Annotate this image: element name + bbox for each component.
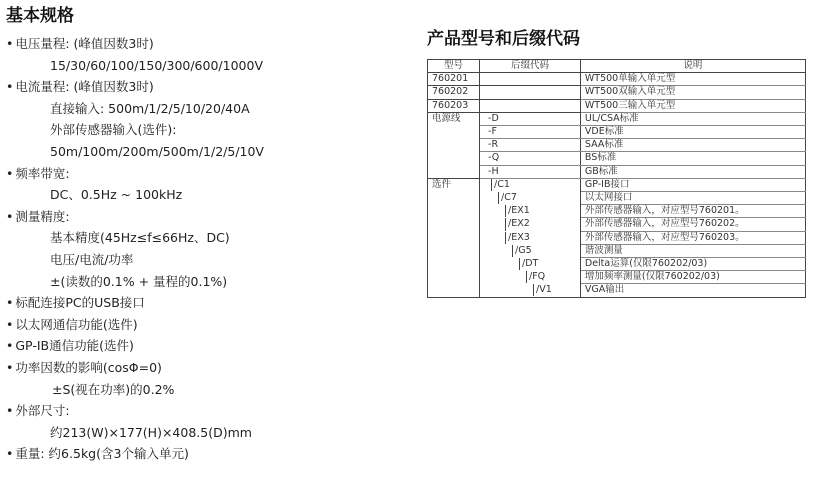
cell-model [428, 139, 480, 152]
cell-description: 增加频率测量(仅限760202/03) [580, 271, 805, 284]
header-suffix: 后缀代码 [480, 60, 581, 73]
spec-item [6, 357, 406, 379]
cell-suffix [480, 152, 581, 165]
cell-suffix [480, 218, 581, 231]
table-body [428, 73, 806, 297]
spec-detail [6, 98, 406, 120]
spec-detail [6, 55, 406, 77]
spec-text: 电流量程: (峰值因数3时) [15, 79, 154, 95]
basic-specs-section [6, 4, 406, 465]
spec-text: DC、0.5Hz ~ 100kHz [50, 187, 183, 203]
cell-model: 电源线 [428, 112, 480, 125]
spec-text: GP-IB通信功能(选件) [15, 338, 134, 354]
cell-model [428, 205, 480, 218]
spec-detail [6, 379, 406, 401]
spec-text: 测量精度: [15, 208, 70, 224]
spec-text: 外部传感器输入(选件): [50, 122, 177, 138]
spec-text: 功率因数的影响(cosΦ=0) [15, 359, 162, 375]
cell-model: 760202 [428, 86, 480, 99]
spec-item [6, 443, 406, 465]
cell-model [428, 152, 480, 165]
cell-model [428, 218, 480, 231]
suffix-code: /DT [519, 258, 538, 270]
cell-suffix [480, 205, 581, 218]
table-row [428, 126, 806, 139]
cell-suffix [480, 284, 581, 297]
suffix-code: -D [488, 112, 499, 124]
spec-detail [6, 422, 406, 444]
table-row [428, 218, 806, 231]
cell-suffix [480, 244, 581, 257]
spec-detail [6, 249, 406, 271]
cell-description: VDE标准 [580, 126, 805, 139]
cell-suffix [480, 112, 581, 125]
cell-description: WT500三输入单元型 [580, 99, 805, 112]
table-row [428, 244, 806, 257]
suffix-code: /C1 [491, 179, 510, 191]
cell-suffix [480, 165, 581, 178]
spec-detail [6, 227, 406, 249]
cell-model [428, 126, 480, 139]
table-row [428, 165, 806, 178]
table-row [428, 192, 806, 205]
spec-item [6, 292, 406, 314]
header-model: 型号 [428, 60, 480, 73]
cell-description: 以太网接口 [580, 192, 805, 205]
spec-item [6, 163, 406, 185]
cell-suffix [480, 258, 581, 271]
cell-model [428, 165, 480, 178]
cell-description: UL/CSA标准 [580, 112, 805, 125]
suffix-code: /EX1 [505, 205, 530, 217]
cell-description: GP-IB接口 [580, 178, 805, 191]
spec-text: 以太网通信功能(选件) [15, 316, 138, 332]
cell-suffix [480, 178, 581, 191]
spec-text: ±(读数的0.1% + 量程的0.1%) [50, 273, 228, 289]
table-row [428, 284, 806, 297]
spec-text: 基本精度(45Hz≤f≤66Hz、DC) [50, 230, 230, 246]
table-row [428, 205, 806, 218]
spec-text: 15/30/60/100/150/300/600/1000V [50, 57, 263, 73]
spec-text: 重量: 约6.5kg(含3个输入单元) [15, 446, 189, 462]
table-row [428, 99, 806, 112]
cell-suffix [480, 86, 581, 99]
spec-item [6, 400, 406, 422]
suffix-code: /EX2 [505, 218, 530, 230]
suffix-code: -Q [488, 152, 500, 164]
suffix-code: /FQ [526, 271, 545, 283]
table-row [428, 258, 806, 271]
cell-model [428, 284, 480, 297]
spec-text: 电压/电流/功率 [50, 251, 134, 267]
spec-text: 50m/100m/200m/500m/1/2/5/10V [50, 143, 264, 159]
suffix-code: /EX3 [505, 232, 530, 244]
table-row [428, 231, 806, 244]
model-suffix-title: 产品型号和后缀代码 [427, 29, 580, 49]
table-row [428, 139, 806, 152]
table-row [428, 152, 806, 165]
cell-model [428, 192, 480, 205]
cell-model [428, 271, 480, 284]
cell-model: 760201 [428, 73, 480, 86]
spec-text: 频率带宽: [15, 165, 70, 181]
cell-description: GB标准 [580, 165, 805, 178]
spec-text: ±S(视在功率)的0.2% [52, 381, 175, 397]
cell-description: SAA标准 [580, 139, 805, 152]
spec-item [6, 206, 406, 228]
spec-detail [6, 119, 406, 141]
cell-suffix [480, 192, 581, 205]
cell-description: 谐波测量 [580, 244, 805, 257]
cell-suffix [480, 73, 581, 86]
basic-specs-title: 基本规格 [6, 6, 74, 26]
spec-detail [6, 141, 406, 163]
spec-detail [6, 184, 406, 206]
cell-suffix [480, 271, 581, 284]
cell-description: VGA输出 [580, 284, 805, 297]
cell-model [428, 244, 480, 257]
suffix-code: /C7 [498, 192, 517, 204]
suffix-code: -R [488, 139, 499, 151]
cell-description: Delta运算(仅限760202/03) [580, 258, 805, 271]
cell-model: 选件 [428, 178, 480, 191]
cell-description: 外部传感器输入，对应型号760201。 [580, 205, 805, 218]
suffix-code: /G5 [512, 245, 532, 257]
cell-suffix [480, 126, 581, 139]
spec-text: 标配连接PC的USB接口 [15, 295, 145, 311]
spec-item [6, 33, 406, 55]
cell-description: 外部传感器输入，对应型号760203。 [580, 231, 805, 244]
model-suffix-section [427, 27, 807, 298]
cell-description: 外部传感器输入，对应型号760202。 [580, 218, 805, 231]
cell-model [428, 231, 480, 244]
spec-text: 约213(W)×177(H)×408.5(D)mm [50, 424, 252, 440]
table-row [428, 271, 806, 284]
spec-text: 直接输入: 500m/1/2/5/10/20/40A [50, 100, 250, 116]
suffix-code: /V1 [533, 284, 552, 296]
spec-item [6, 335, 406, 357]
spec-item [6, 76, 406, 98]
cell-description: BS标准 [580, 152, 805, 165]
spec-text: 电压量程: (峰值因数3时) [15, 36, 154, 51]
cell-description: WT500单输入单元型 [580, 73, 805, 86]
model-suffix-table [427, 59, 806, 298]
cell-model [428, 258, 480, 271]
cell-model: 760203 [428, 99, 480, 112]
spec-item [6, 314, 406, 336]
table-row [428, 178, 806, 191]
table-header-row [428, 60, 806, 73]
cell-description: WT500双输入单元型 [580, 86, 805, 99]
cell-suffix [480, 231, 581, 244]
table-row [428, 73, 806, 86]
spec-detail [6, 271, 406, 293]
table-row [428, 112, 806, 125]
suffix-code: -F [488, 126, 497, 138]
cell-suffix [480, 99, 581, 112]
header-description: 说明 [580, 60, 805, 73]
suffix-code: -H [488, 165, 499, 177]
cell-suffix [480, 139, 581, 152]
spec-text: 外部尺寸: [15, 403, 70, 419]
table-row [428, 86, 806, 99]
spec-list [6, 33, 406, 465]
